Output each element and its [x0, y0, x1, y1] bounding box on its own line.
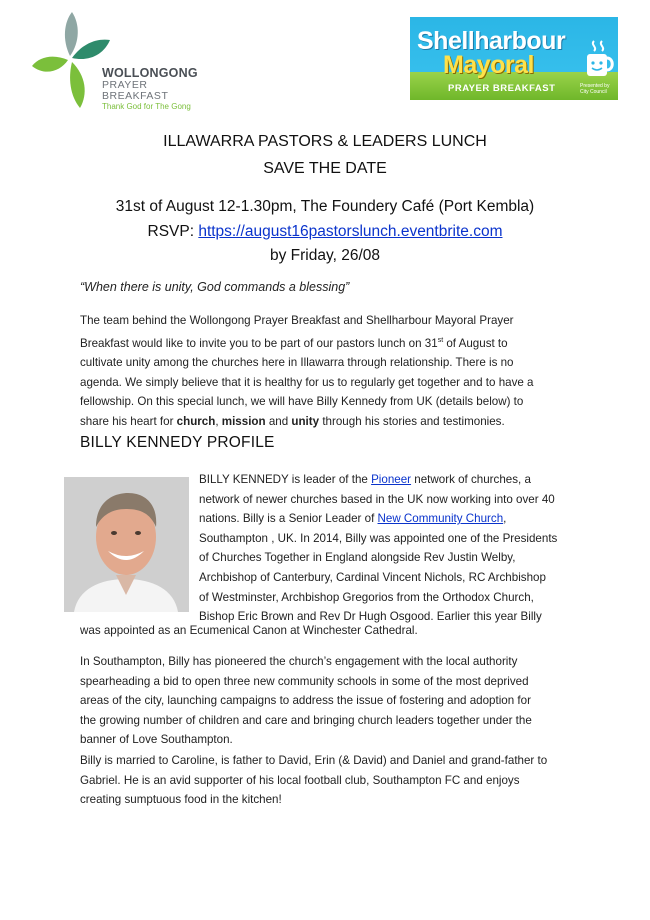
bio-line: Southampton , UK. In 2014, Billy was appointed one of the Presidents	[199, 531, 558, 545]
bio-line: of Westminster, Archbishop Gregorios from the Orthodox Church,	[199, 590, 534, 604]
ordinal-suffix: st	[437, 336, 444, 344]
profile-bio	[199, 470, 589, 627]
logo-right-presenter: Presented by City Council	[580, 83, 610, 95]
paragraph-line: Billy is married to Caroline, is father to David, Erin (& David) and Daniel and grand-father to	[80, 754, 548, 767]
intro-paragraph	[80, 311, 580, 431]
paragraph-line: areas of the city, launching campaigns to address the issue of fostering and adoption for	[80, 694, 531, 708]
shellharbour-mayoral-logo	[410, 17, 618, 100]
bio-line: Bishop Eric Brown and Rev Dr Hugh Osgood. Earlier this year Billy	[199, 610, 542, 624]
paragraph-line: spearheading a bid to open three new community schools in some of the most deprived	[80, 674, 529, 688]
intro-line	[80, 331, 580, 353]
bio-text: ,	[503, 512, 507, 526]
page-title: ILLAWARRA PASTORS & LEADERS LUNCH	[163, 133, 487, 150]
intro-line: The team behind the Wollongong Prayer Breakfast and Shellharbour Mayoral Prayer	[80, 314, 514, 327]
profile-heading: BILLY KENNEDY PROFILE	[80, 434, 275, 451]
pioneer-link[interactable]: Pioneer	[371, 473, 412, 486]
intro-line	[80, 412, 580, 432]
rsvp-label: RSVP:	[147, 223, 199, 240]
new-community-church-link[interactable]: New Community Church	[377, 512, 504, 526]
word-mission: mission	[221, 414, 266, 428]
family-paragraph	[80, 751, 580, 810]
intro-text: of August to	[443, 336, 508, 350]
paragraph-line: In Southampton, Billy has pioneered the church’s engagement with the local authority	[80, 655, 518, 668]
word-unity: unity	[291, 414, 320, 428]
logo-right-line2: Mayoral	[443, 51, 534, 79]
intro-line: agenda. We simply believe that it is healthy for us to regularly get together and to have a	[80, 375, 534, 389]
bio-text: nations. Billy is a Senior Leader of	[199, 512, 378, 526]
intro-text: share his heart for	[80, 414, 177, 428]
event-rsvp	[0, 223, 650, 241]
wollongong-prayer-breakfast-logo	[32, 10, 212, 110]
logo-left-line1: WOLLONGONG	[102, 66, 198, 80]
intro-text: Breakfast would like to invite you to be part of our pastors lunch on 31	[80, 336, 438, 350]
bio-line: network of newer churches based in the UK now working into over 40	[199, 492, 555, 506]
event-date: 31st of August 12-1.30pm, The Foundery Café (Port Kembla)	[115, 198, 535, 215]
paragraph-line: banner of Love Southampton.	[80, 733, 233, 747]
intro-text: through his stories and testimonies.	[319, 414, 505, 428]
word-church: church	[176, 414, 216, 428]
unity-quote: “When there is unity, God commands a blessing”	[80, 280, 350, 294]
logo-left-tagline: Thank God for The Gong	[102, 102, 191, 111]
logo-right-line1: Shellharbour	[417, 27, 566, 55]
bio-line: of Churches Together in England alongside Rev Justin Welby,	[199, 551, 516, 565]
bio-text: BILLY KENNEDY is leader of the	[199, 473, 372, 486]
rsvp-link[interactable]: https://august16pastorslunch.eventbrite.com	[198, 223, 503, 240]
portrait-icon	[64, 477, 189, 612]
logo-left-line2: PRAYER	[102, 79, 148, 91]
billy-kennedy-photo	[64, 477, 189, 612]
leaf-logo-icon	[32, 10, 112, 110]
paragraph-line: the growing number of children and care and bringing church leaders together under the	[80, 713, 532, 727]
bio-line: Archbishop of Canterbury, Cardinal Vincent Nichols, RC Archbishop	[199, 570, 546, 584]
intro-line: cultivate unity among the churches here in Illawarra through relationship. There is no	[80, 356, 514, 370]
logo-right-line3: PRAYER BREAKFAST	[448, 83, 556, 94]
intro-text: and	[265, 414, 292, 428]
intro-text: ,	[215, 414, 222, 428]
paragraph-line: creating sumptuous food in the kitchen!	[80, 793, 282, 807]
southampton-paragraph	[80, 652, 580, 750]
bio-text: network of churches, a	[411, 473, 531, 486]
logo-left-line3: BREAKFAST	[102, 90, 169, 102]
intro-line: fellowship. On this special lunch, we will have Billy Kennedy from UK (details below) to	[80, 395, 524, 409]
coffee-cup-icon	[584, 39, 614, 81]
page-subtitle: SAVE THE DATE	[263, 160, 387, 177]
bio-line: was appointed as an Ecumenical Canon at Winchester Cathedral.	[80, 624, 418, 637]
bio-line	[199, 470, 589, 490]
event-rsvp-deadline: by Friday, 26/08	[270, 247, 380, 264]
bio-line	[199, 509, 589, 529]
paragraph-line: Gabriel. He is an avid supporter of his local football club, Southampton FC and enjoys	[80, 773, 520, 787]
